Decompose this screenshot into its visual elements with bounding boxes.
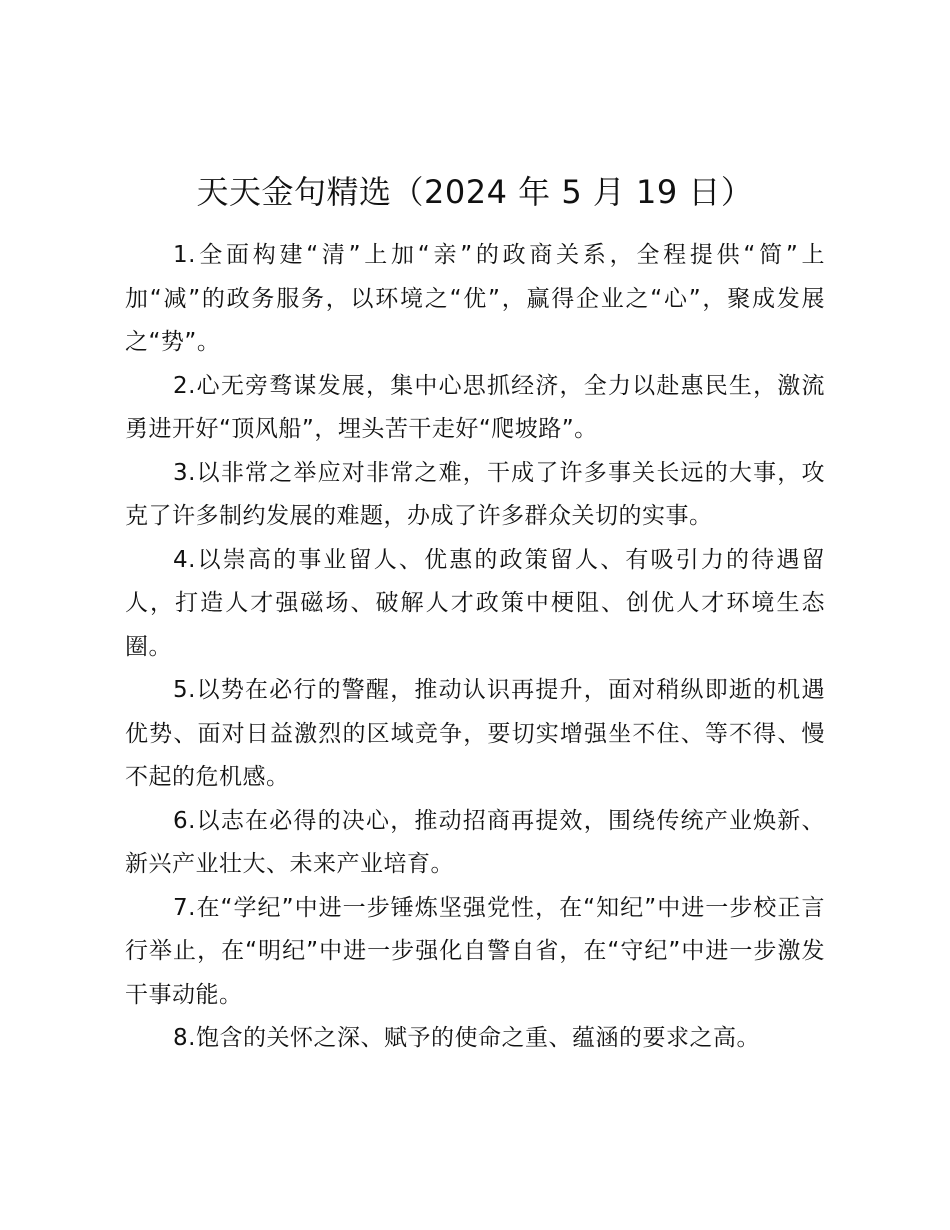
paragraph-8: 8.饱含的关怀之深、赋予的使命之重、蕴涵的要求之高。 [173, 1025, 760, 1051]
document-title: 天天金句精选（2024 年 5 月 19 日） [196, 173, 754, 211]
paragraph-4: 4.以崇高的事业留人、优惠的政策留人、有吸引力的待遇留人，打造人才强磁场、破解人才政策中梗阻、创优人才环境生态圈。 [125, 546, 825, 660]
paragraph-2: 2.心无旁骛谋发展，集中心思抓经济，全力以赴惠民生，激流勇进开好“顶风船”，埋头苦干走好“爬坡路”。 [125, 372, 825, 442]
paragraph-1: 1.全面构建“清”上加“亲”的政商关系，全程提供“简”上加“减”的政务服务，以环境之“优”，赢得企业之“心”，聚成发展之“势”。 [125, 242, 826, 355]
paragraph-7: 7.在“学纪”中进一步锤炼坚强党性，在“知纪”中进一步校正言行举止，在“明纪”中进一步强化自警自省，在“守纪”中进一步激发干事动能。 [125, 894, 825, 1008]
document-body [125, 234, 825, 1061]
paragraph-6: 6.以志在必得的决心，推动招商再提效，围绕传统产业焕新、新兴产业壮大、未来产业培育。 [125, 807, 825, 877]
paragraph-3: 3.以非常之举应对非常之难，干成了许多事关长远的大事，攻克了许多制约发展的难题，办成了许多群众关切的实事。 [125, 459, 825, 529]
paragraph-5: 5.以势在必行的警醒，推动认识再提升，面对稍纵即逝的机遇优势、面对日益激烈的区域竞争，要切实增强坐不住、等不得、慢不起的危机感。 [125, 677, 825, 790]
